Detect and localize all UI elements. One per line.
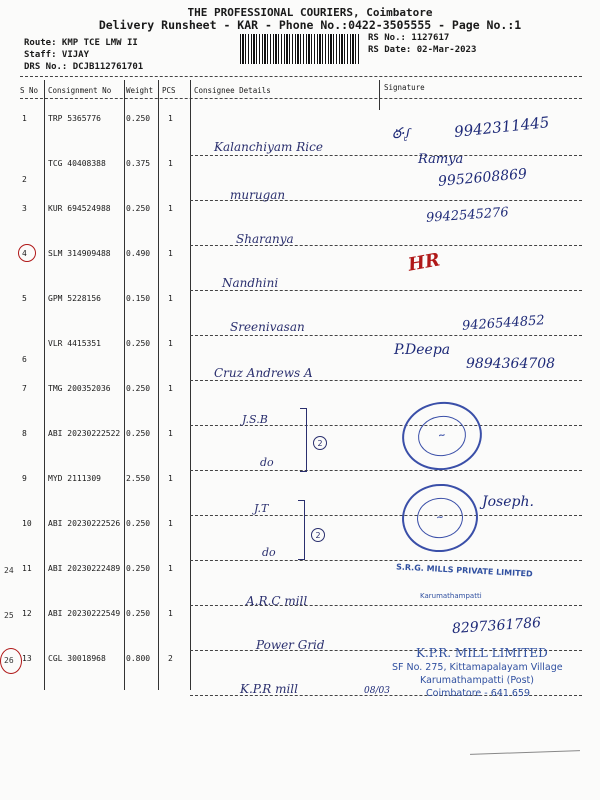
grid-vline	[124, 80, 125, 690]
stamp-signature: ~	[415, 496, 464, 541]
handwritten-name: K.P.R mill	[240, 682, 298, 696]
col-consignment: Consignment No	[48, 86, 112, 95]
rs-date: RS Date: 02-Mar-2023	[368, 45, 477, 55]
handwritten-name: J.T	[254, 502, 269, 515]
row-weight: 0.250	[126, 429, 151, 438]
row-consignment-no: MYD 2111309	[48, 474, 101, 483]
row-pcs: 1	[168, 339, 173, 348]
phone-number: 9952608869	[437, 166, 528, 190]
row-pcs: 1	[168, 384, 173, 393]
handwritten-name: Nandhini	[222, 276, 279, 290]
row-consignment-no: ABI 20230222549	[48, 609, 121, 618]
srg-stamp-address: Karumathampatti	[420, 592, 482, 600]
row-consignment-no: GPM 5228156	[48, 294, 101, 303]
row-divider	[190, 335, 582, 336]
col-details: Consignee Details	[194, 86, 271, 95]
handwritten-name: do	[260, 456, 274, 469]
handwritten-name: A.R.C mill	[246, 594, 308, 608]
col-weight: Weight	[126, 86, 154, 95]
row-weight: 2.550	[126, 474, 151, 483]
phone-number: 9426544852	[461, 313, 546, 334]
signature-name: Ramya	[418, 152, 464, 167]
row-weight: 0.250	[126, 519, 151, 528]
row-circle-mark	[18, 244, 36, 262]
row-divider	[190, 155, 582, 156]
row-weight: 0.150	[126, 294, 151, 303]
signature-name: P.Deepa	[394, 342, 451, 358]
row-weight: 0.250	[126, 204, 151, 213]
row-sno: 5	[22, 294, 27, 303]
row-consignment-no: CGL 30018968	[48, 654, 106, 663]
row-consignment-no: ABI 20230222522	[48, 429, 121, 438]
scan-artifact	[470, 750, 580, 755]
row-weight: 0.250	[126, 114, 151, 123]
phone-number: 9894364708	[466, 356, 556, 372]
row-sno: 4	[22, 249, 27, 258]
row-divider	[190, 290, 582, 291]
margin-number: 25	[4, 611, 14, 620]
quantity-circle: 2	[313, 436, 327, 450]
group-bracket	[300, 408, 307, 472]
row-pcs: 1	[168, 294, 173, 303]
row-pcs: 1	[168, 519, 173, 528]
signature-name: Joseph.	[482, 494, 534, 510]
signature-date: 08/03	[364, 686, 390, 696]
kpr-stamp-line: Karumathampatti (Post)	[420, 675, 534, 686]
kpr-stamp-line: Coimbatore - 641 659	[426, 688, 531, 699]
row-pcs: 1	[168, 564, 173, 573]
handwritten-name: Cruz Andrews A	[214, 366, 313, 380]
row-sno: 6	[22, 355, 27, 364]
stamp-signature: ~	[416, 413, 469, 460]
grid-vline	[158, 80, 159, 690]
row-sno: 10	[22, 519, 32, 528]
grid-vline	[379, 80, 380, 110]
row-consignment-no: TRP 5365776	[48, 114, 101, 123]
handwritten-name: murugan	[230, 188, 286, 202]
row-pcs: 1	[168, 204, 173, 213]
row-sno: 1	[22, 114, 27, 123]
row-divider	[190, 560, 582, 561]
handwritten-name: do	[262, 546, 276, 559]
row-sno: 8	[22, 429, 27, 438]
row-divider	[190, 380, 582, 381]
header-divider	[20, 76, 582, 77]
runsheet-subtitle: Delivery Runsheet - KAR - Phone No.:0422-3505555 - Page No.:1	[98, 18, 522, 32]
group-bracket	[298, 500, 305, 560]
quantity-circle: 2	[311, 528, 325, 542]
drs-number: DRS No.: DCJB112761701	[24, 62, 144, 72]
row-sno: 12	[22, 609, 32, 618]
row-weight: 0.800	[126, 654, 151, 663]
row-weight: 0.250	[126, 384, 151, 393]
row-weight: 0.250	[126, 609, 151, 618]
kpr-stamp-name: K.P.R. MILL LIMITED	[416, 646, 548, 660]
row-divider	[190, 515, 582, 516]
barcode	[240, 34, 360, 64]
handwritten-name: J.S.B	[242, 413, 268, 426]
row-sno: 2	[22, 175, 27, 184]
col-signature: Signature	[384, 83, 425, 92]
kpr-stamp-line: SF No. 275, Kittamapalayam Village	[392, 662, 563, 673]
row-consignment-no: SLM 314909488	[48, 249, 111, 258]
phone-number: 8297361786	[451, 614, 542, 638]
row-sno: 7	[22, 384, 27, 393]
company-title: THE PROFESSIONAL COURIERS, Coimbatore	[187, 6, 433, 19]
route-label: Route: KMP TCE LMW II	[24, 38, 138, 48]
row-divider	[190, 470, 582, 471]
row-consignment-no: ABI 20230222489	[48, 564, 121, 573]
rs-number: RS No.: 1127617	[368, 33, 450, 43]
row-pcs: 1	[168, 474, 173, 483]
round-stamp	[398, 397, 487, 475]
row-sno: 11	[22, 564, 32, 573]
row-weight: 0.375	[126, 159, 151, 168]
row-sno: 9	[22, 474, 27, 483]
row-weight: 0.250	[126, 564, 151, 573]
grid-vline	[44, 80, 45, 690]
colhead-divider	[20, 98, 582, 99]
grid-vline	[190, 80, 191, 690]
row-pcs: 1	[168, 249, 173, 258]
col-sno: S No	[20, 86, 39, 95]
row-consignment-no: TCG 40408388	[48, 159, 106, 168]
row-consignment-no: VLR 4415351	[48, 339, 101, 348]
round-stamp	[399, 480, 482, 556]
row-consignment-no: ABI 20230222526	[48, 519, 121, 528]
handwritten-name: Power Grid	[256, 638, 325, 652]
row-pcs: 1	[168, 429, 173, 438]
row-pcs: 1	[168, 114, 173, 123]
col-pcs: PCS	[162, 86, 176, 95]
row-pcs: 1	[168, 609, 173, 618]
signature-mark: ఠ·ᶘ	[392, 124, 410, 142]
row-sno: 3	[22, 204, 27, 213]
margin-number: 24	[4, 566, 14, 575]
margin-number: 26	[4, 656, 14, 665]
row-consignment-no: KUR 694524988	[48, 204, 111, 213]
row-weight: 0.490	[126, 249, 151, 258]
margin-circle-mark	[0, 648, 22, 674]
handwritten-name: Sreenivasan	[230, 320, 305, 334]
phone-number: 9942545276	[425, 205, 510, 226]
handwritten-name: Sharanya	[236, 232, 294, 246]
signature-initials: HR	[406, 249, 442, 276]
srg-stamp: S.R.G. MILLS PRIVATE LIMITED	[395, 562, 533, 579]
row-pcs: 1	[168, 159, 173, 168]
row-sno: 13	[22, 654, 32, 663]
row-pcs: 2	[168, 654, 173, 663]
staff-label: Staff: VIJAY	[24, 50, 90, 60]
handwritten-name: Kalanchiyam Rice	[214, 140, 323, 154]
row-consignment-no: TMG 200352036	[48, 384, 111, 393]
row-weight: 0.250	[126, 339, 151, 348]
phone-number: 9942311445	[453, 113, 551, 141]
